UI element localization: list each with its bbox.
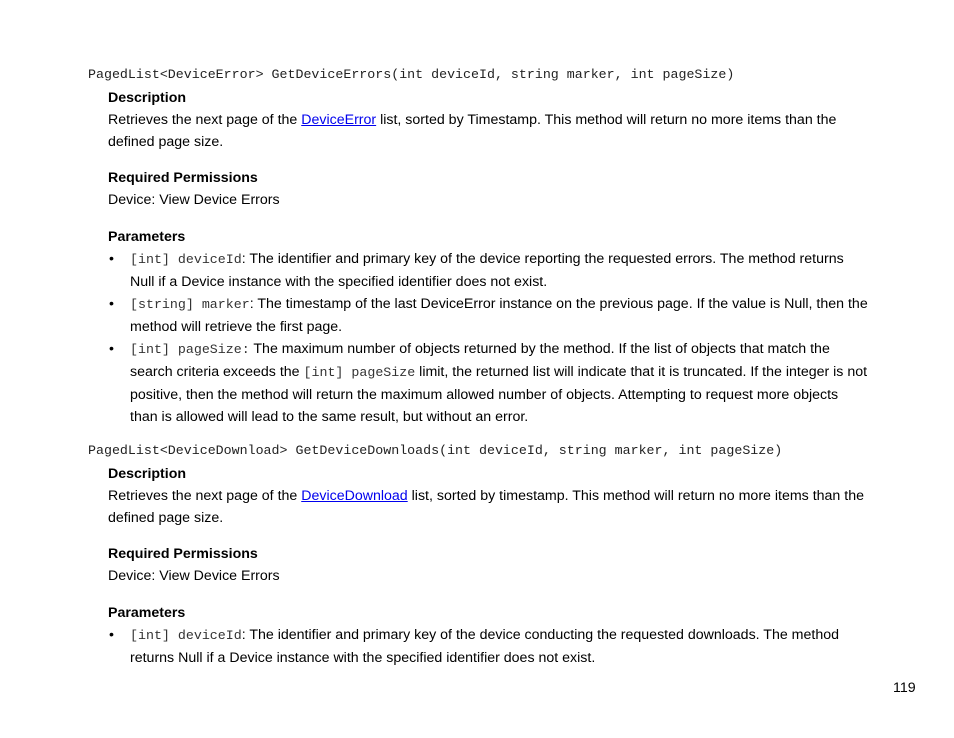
device-error-link[interactable]: DeviceError [301,112,377,128]
parameters-list [108,248,868,428]
required-permissions-heading: Required Permissions [108,546,258,562]
page-number: 119 [893,680,916,696]
bullet: • [109,341,114,357]
required-permissions-text: Device: View Device Errors [108,568,280,584]
required-permissions-heading: Required Permissions [108,170,258,186]
description-heading: Description [108,466,187,482]
bullet: • [109,627,114,643]
parameters-heading: Parameters [108,605,186,621]
parameter-name: [int] pageSize: [130,342,250,357]
parameters-heading: Parameters [108,229,186,245]
parameter-item: • [int] deviceId: The identifier and primary key of the device reporting the requested errors. The method returns Null if a Device instance with the specified identifier does not exist. [108,248,868,293]
required-permissions-text: Device: View Device Errors [108,192,280,208]
description-text: Retrieves the next page of the DeviceDownload list, sorted by timestamp. This method will return no more items than the defined page size. [108,488,864,526]
device-download-link[interactable]: DeviceDownload [301,488,408,504]
method-details-get-device-downloads [108,463,868,669]
parameter-item: • [string] marker: The timestamp of the last DeviceError instance on the previous page. If the value is Null, then the method will retrieve the first page. [108,293,868,338]
bullet: • [109,296,114,312]
method-signature-get-device-errors: PagedList<DeviceError> GetDeviceErrors(int deviceId, string marker, int pageSize) [88,67,735,82]
parameter-name: [string] marker [130,297,250,312]
parameter-item: • [int] deviceId: The identifier and primary key of the device conducting the requested downloads. The method returns Null if a Device instance with the specified identifier does not exist. [108,624,868,669]
method-signature-get-device-downloads: PagedList<DeviceDownload> GetDeviceDownloads(int deviceId, string marker, int pageSize) [88,443,783,458]
bullet: • [109,251,114,267]
description-heading: Description [108,90,187,106]
parameter-item: • [int] pageSize: The maximum number of objects returned by the method. If the list of objects that match the search criteria exceeds the [int] pageSize limit, the returned list will indicate that it is truncated. If the integer is not positive, then the method will return the maximum allowed number of objects. Attempting to request more objects than is allowed will lead to the same result, but without an error. [108,338,868,428]
parameter-name-inline: [int] pageSize [303,365,416,380]
parameters-list [108,624,868,669]
parameter-name: [int] deviceId [130,252,242,267]
parameter-name: [int] deviceId [130,628,242,643]
method-details-get-device-errors [108,87,868,428]
description-text: Retrieves the next page of the DeviceError list, sorted by Timestamp. This method will return no more items than the defined page size. [108,112,837,150]
